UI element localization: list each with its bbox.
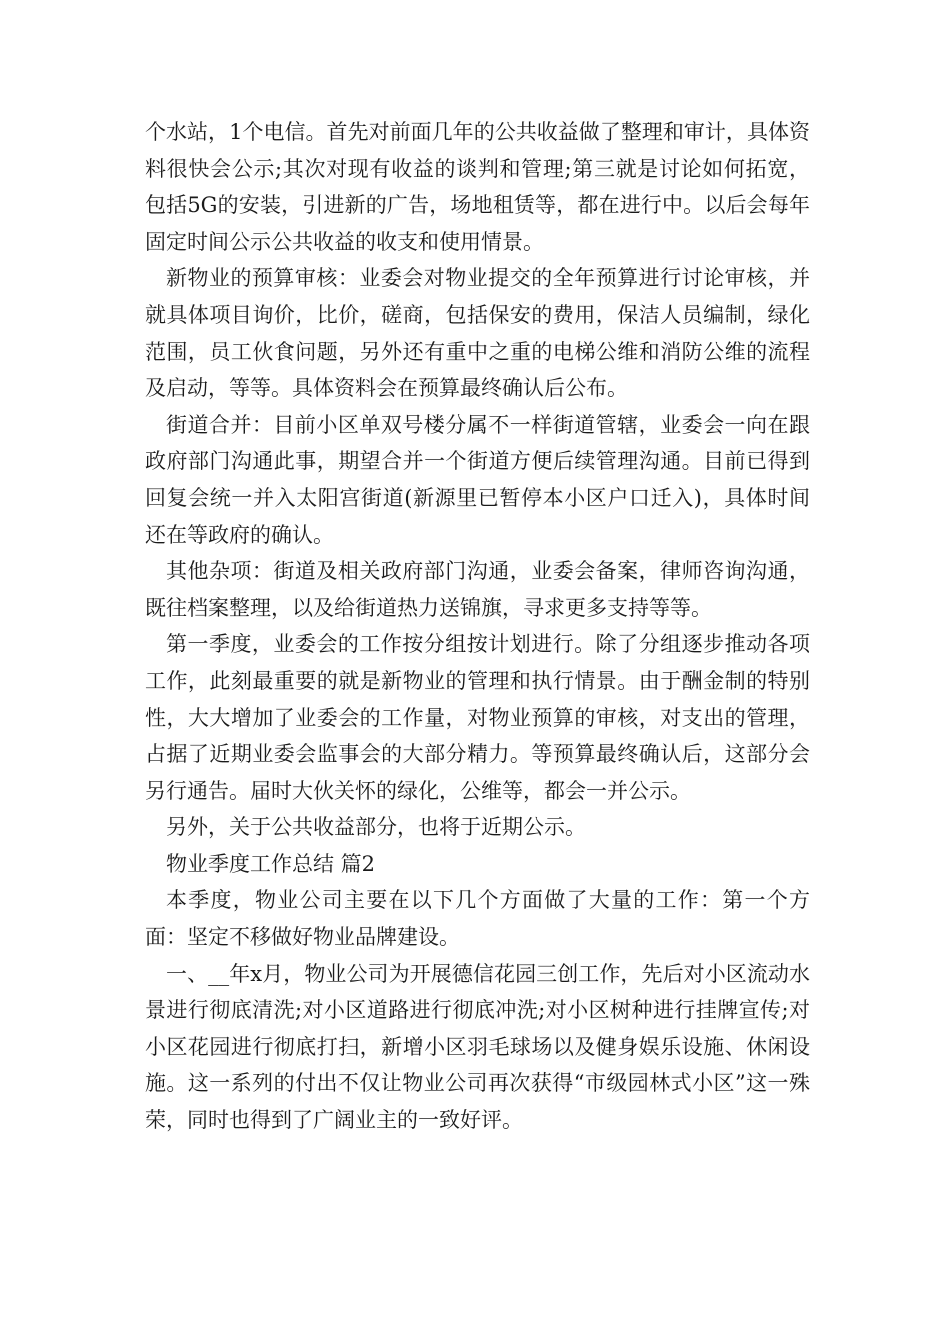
paragraph-quarter-intro: 本季度，物业公司主要在以下几个方面做了大量的工作：第一个方面：坚定不移做好物业品牌建设。 bbox=[145, 888, 810, 950]
paragraph-street-merge: 街道合并：目前小区单双号楼分属不一样街道管辖，业委会一向在跟政府部门沟通此事，期望合并一个街道方便后续管理沟通。目前已得到回复会统一并入太阳宫街道(新源里已暂停本小区户口迁入)，具体时间还在等政府的确认。 bbox=[145, 412, 810, 547]
paragraph-public-income: 另外，关于公共收益部分，也将于近期公示。 bbox=[166, 815, 586, 840]
paragraph-misc: 其他杂项：街道及相关政府部门沟通，业委会备案，律师咨询沟通，既往档案整理，以及给街道热力送锦旗，寻求更多支持等等。 bbox=[145, 559, 810, 620]
document-body bbox=[145, 114, 810, 1139]
paragraph-item-one: 一、__年x月，物业公司为开展德信花园三创工作，先后对小区流动水景进行彻底清洗;对小区道路进行彻底冲洗;对小区树种进行挂牌宣传;对小区花园进行彻底打扫，新增小区羽毛球场以及健身娱乐设施、休闲设施。这一系列的付出不仅让物业公司再次获得“市级园林式小区”这一殊荣，同时也得到了广阔业主的一致好评。 bbox=[145, 961, 810, 1133]
paragraph-budget-review: 新物业的预算审核：业委会对物业提交的全年预算进行讨论审核，并就具体项目询价，比价，磋商，包括保安的费用，保洁人员编制，绿化范围，员工伙食问题，另外还有重中之重的电梯公维和消防公维的流程及启动，等等。具体资料会在预算最终确认后公布。 bbox=[145, 266, 810, 401]
section-heading: 物业季度工作总结 篇2 bbox=[166, 851, 376, 876]
paragraph-first-quarter: 第一季度，业委会的工作按分组按计划进行。除了分组逐步推动各项工作，此刻最重要的就是新物业的管理和执行情景。由于酬金制的特别性，大大增加了业委会的工作量，对物业预算的审核，对支出的管理，占据了近期业委会监事会的大部分精力。等预算最终确认后，这部分会另行通告。届时大伙关怀的绿化，公维等，都会一并公示。 bbox=[145, 632, 810, 803]
paragraph-continuation: 个水站，1个电信。首先对前面几年的公共收益做了整理和审计，具体资料很快会公示;其次对现有收益的谈判和管理;第三就是讨论如何拓宽，包括5G的安装，引进新的广告，场地租赁等，都在进行中。以后会每年固定时间公示公共收益的收支和使用情景。 bbox=[145, 120, 810, 254]
